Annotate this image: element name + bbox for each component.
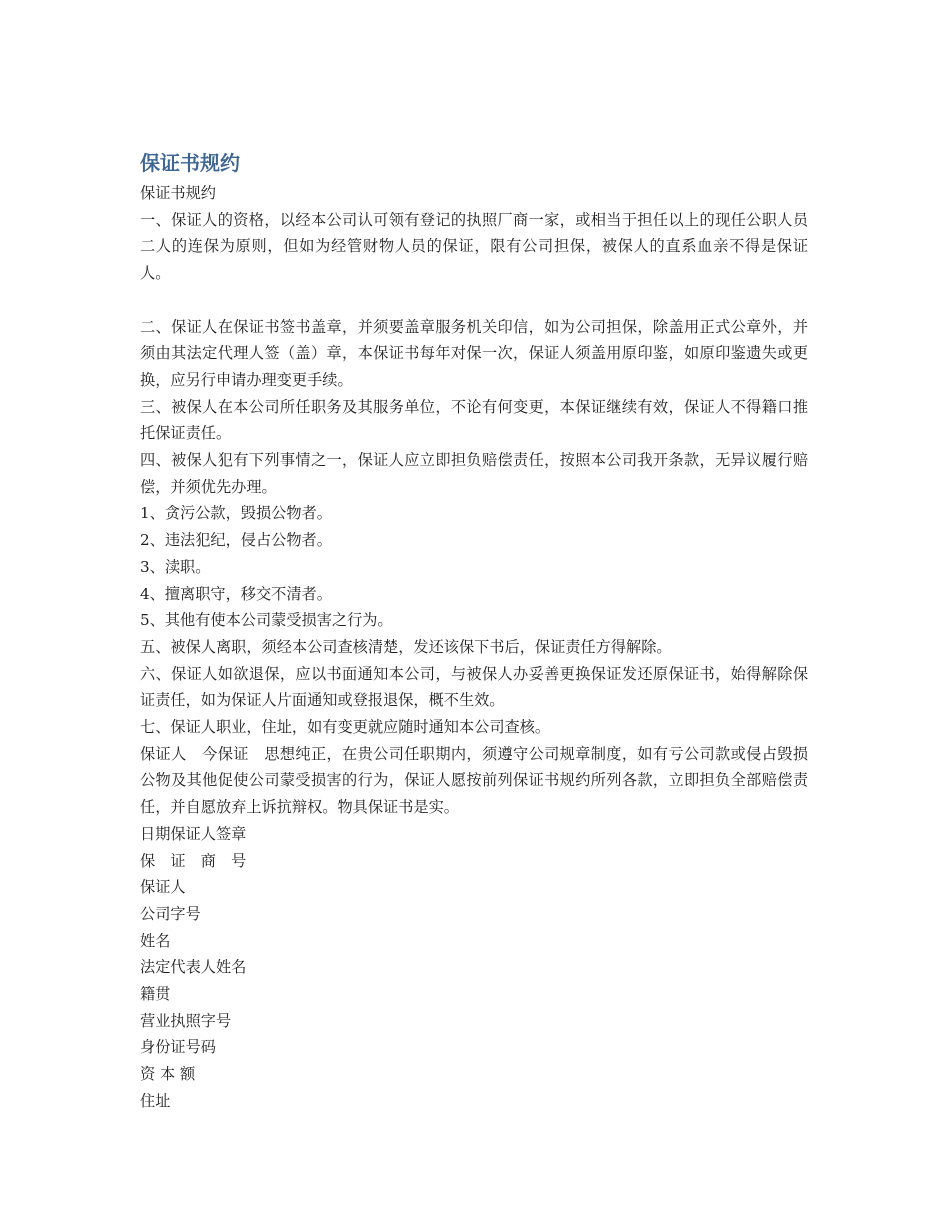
field-date-signature: 日期保证人签章 bbox=[140, 824, 247, 843]
clause-3-paragraph: 三、被保人在本公司所任职务及其服务单位，不论有何变更，本保证继续有效，保证人不得籍口推托保证责任。 bbox=[140, 397, 808, 443]
field-business-license: 营业执照字号 bbox=[140, 1011, 232, 1030]
field-capital: 资 本 额 bbox=[140, 1065, 196, 1084]
clause-7-paragraph: 七、保证人职业，住址，如有变更就应随时通知本公司查核。 bbox=[140, 718, 551, 737]
field-id-number: 身份证号码 bbox=[140, 1038, 216, 1057]
clause-6-paragraph: 六、保证人如欲退保，应以书面通知本公司，与被保人办妥善更换保证发还原保证书，始得解除保证责任，如为保证人片面通知或登报退保，概不生效。 bbox=[140, 664, 808, 710]
document-page bbox=[140, 148, 808, 1115]
list-item-1: 1、贪污公款，毁损公物者。 bbox=[140, 504, 332, 523]
clause-5-paragraph: 五、被保人离职，须经本公司查核清楚，发还该保下书后，保证责任方得解除。 bbox=[140, 637, 672, 656]
list-item-5: 5、其他有使本公司蒙受损害之行为。 bbox=[140, 611, 393, 630]
field-name: 姓名 bbox=[140, 931, 171, 950]
list-item-2: 2、违法犯纪，侵占公物者。 bbox=[140, 531, 332, 550]
blank-line bbox=[140, 287, 808, 314]
document-title: 保证书规约 bbox=[140, 151, 240, 175]
field-address: 住址 bbox=[140, 1091, 171, 1110]
list-item-3: 3、渎职。 bbox=[140, 557, 211, 576]
field-guarantor-firm: 保 证 商 号 bbox=[140, 851, 247, 870]
field-company-name: 公司字号 bbox=[140, 904, 201, 923]
subtitle-paragraph: 保证书规约 bbox=[140, 184, 216, 202]
field-legal-representative: 法定代表人姓名 bbox=[140, 958, 247, 977]
field-guarantor: 保证人 bbox=[140, 878, 186, 897]
guarantee-statement-paragraph: 保证人 今保证 思想纯正，在贵公司任职期内，须遵守公司规章制度，如有亏公司款或侵占毁损公物及其他促使公司蒙受损害的行为，保证人愿按前列保证书规约所列各款，立即担负全部赔偿责任，并自愿放弃上诉抗辩权。物具保证书是实。 bbox=[140, 744, 808, 817]
list-item-4: 4、擅离职守，移交不清者。 bbox=[140, 584, 332, 603]
clause-2-paragraph: 二、保证人在保证书签书盖章，并须要盖章服务机关印信，如为公司担保，除盖用正式公章外，并须由其法定代理人签（盖）章，本保证书每年对保一次，保证人须盖用原印鉴，如原印鉴遗失或更换，应另行申请办理变更手续。 bbox=[140, 317, 808, 389]
clause-1-paragraph: 一、保证人的资格，以经本公司认可领有登记的执照厂商一家，或相当于担任以上的现任公职人员二人的连保为原则，但如为经管财物人员的保证，限有公司担保，被保人的直系血亲不得是保证人。 bbox=[140, 210, 808, 283]
clause-4-paragraph: 四、被保人犯有下列事情之一，保证人应立即担负赔偿责任，按照本公司我开条款，无异议履行赔偿，并须优先办理。 bbox=[140, 451, 808, 496]
field-native-place: 籍贯 bbox=[140, 985, 171, 1004]
